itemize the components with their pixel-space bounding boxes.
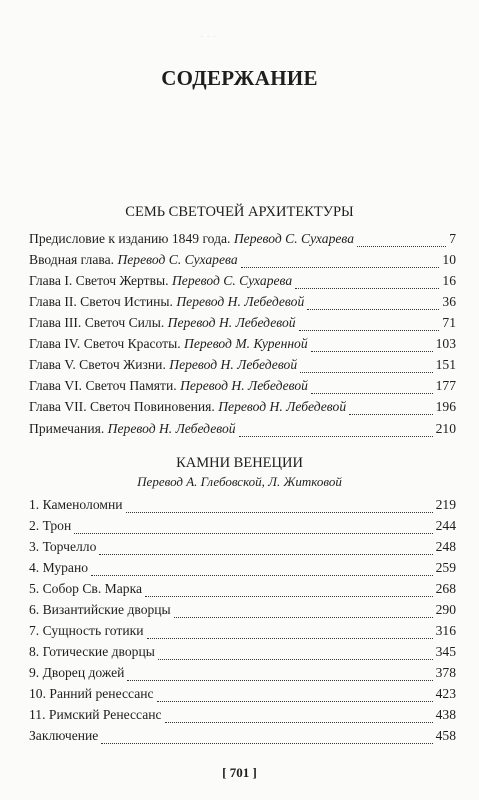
leader-dots bbox=[239, 435, 433, 437]
toc-entry: 11. Римский Ренессанс 438 bbox=[29, 707, 456, 722]
page-number: 458 bbox=[435, 728, 456, 743]
toc-notes bbox=[29, 421, 456, 442]
page-number: 177 bbox=[435, 378, 456, 393]
leader-dots bbox=[357, 245, 446, 247]
page-number: 259 bbox=[435, 560, 456, 575]
page-number: 196 bbox=[435, 399, 456, 414]
toc-entry: 6. Византийские дворцы 290 bbox=[29, 602, 456, 617]
leader-dots bbox=[126, 511, 433, 513]
page-title: СОДЕРЖАНИЕ bbox=[161, 66, 318, 90]
page-number: 244 bbox=[435, 518, 456, 533]
toc-entry: Вводная глава. Перевод С. Сухарева 10 bbox=[29, 252, 456, 267]
page-number: 71 bbox=[442, 315, 456, 330]
toc-entry: 9. Дворец дожей 378 bbox=[29, 665, 456, 680]
leader-dots bbox=[174, 616, 433, 618]
page-number: 7 bbox=[449, 231, 456, 246]
leader-dots bbox=[101, 742, 432, 744]
leader-dots bbox=[307, 308, 439, 310]
leader-dots bbox=[147, 637, 433, 639]
leader-dots bbox=[300, 371, 432, 373]
toc-entry: Глава II. Светоч Истины. Перевод Н. Лебедевой 36 bbox=[29, 294, 456, 309]
page-number: 248 bbox=[435, 539, 456, 554]
toc-entry: Глава VII. Светоч Повиновения. Перевод Н. Лебедевой 196 bbox=[29, 399, 456, 414]
leader-dots bbox=[99, 553, 432, 555]
leader-dots bbox=[295, 287, 439, 289]
page-number: 345 bbox=[435, 644, 456, 659]
page-number: 316 bbox=[435, 623, 456, 638]
page-number: 268 bbox=[435, 581, 456, 596]
leader-dots bbox=[127, 679, 432, 681]
toc-entry: 5. Собор Св. Марка 268 bbox=[29, 581, 456, 596]
page-number: 219 bbox=[435, 497, 456, 512]
leader-dots bbox=[165, 721, 433, 723]
leader-dots bbox=[349, 413, 432, 415]
toc-entry: Заключение 458 bbox=[29, 728, 456, 743]
section-title-seven-lamps: СЕМЬ СВЕТОЧЕЙ АРХИТЕКТУРЫ bbox=[125, 204, 354, 220]
toc-entry: 3. Торчелло 248 bbox=[29, 539, 456, 554]
bleed-through-mark: · · · bbox=[200, 31, 217, 43]
page-number: 151 bbox=[435, 357, 456, 372]
toc-entry: Глава III. Светоч Силы. Перевод Н. Лебедевой 71 bbox=[29, 315, 456, 330]
section-title-stones-of-venice: КАМНИ ВЕНЕЦИИ bbox=[176, 455, 303, 471]
toc-stones-of-venice bbox=[29, 497, 456, 749]
leader-dots bbox=[91, 574, 433, 576]
leader-dots bbox=[157, 700, 433, 702]
page-number: 16 bbox=[442, 273, 456, 288]
toc-entry: 2. Трон 244 bbox=[29, 518, 456, 533]
toc-entry: Глава VI. Светоч Памяти. Перевод Н. Лебедевой 177 bbox=[29, 378, 456, 393]
page-number: 378 bbox=[435, 665, 456, 680]
toc-seven-lamps bbox=[29, 231, 456, 420]
toc-entry: Предисловие к изданию 1849 года. Перевод С. Сухарева 7 bbox=[29, 231, 456, 246]
toc-entry: 1. Каменоломни 219 bbox=[29, 497, 456, 512]
toc-entry: Глава V. Светоч Жизни. Перевод Н. Лебедевой 151 bbox=[29, 357, 456, 372]
toc-entry: 4. Мурано 259 bbox=[29, 560, 456, 575]
toc-entry: Глава I. Светоч Жертвы. Перевод С. Сухарева 16 bbox=[29, 273, 456, 288]
section-subtitle-translators: Перевод А. Глебовской, Л. Житковой bbox=[137, 474, 342, 489]
leader-dots bbox=[74, 532, 432, 534]
page-folio: [ 701 ] bbox=[222, 765, 257, 780]
toc-entry: 10. Ранний ренессанс 423 bbox=[29, 686, 456, 701]
toc-entry-notes: Примечания. Перевод Н. Лебедевой 210 bbox=[29, 421, 456, 436]
page-number: 103 bbox=[435, 336, 456, 351]
page-number: 438 bbox=[435, 707, 456, 722]
leader-dots bbox=[299, 329, 440, 331]
leader-dots bbox=[241, 266, 440, 268]
toc-entry: 7. Сущность готики 316 bbox=[29, 623, 456, 638]
page-number: 290 bbox=[435, 602, 456, 617]
leader-dots bbox=[158, 658, 433, 660]
leader-dots bbox=[145, 595, 433, 597]
page-number: 36 bbox=[442, 294, 456, 309]
toc-entry: Глава IV. Светоч Красоты. Перевод М. Куренной 103 bbox=[29, 336, 456, 351]
page-number: 10 bbox=[442, 252, 456, 267]
leader-dots bbox=[311, 392, 433, 394]
page-number: 423 bbox=[435, 686, 456, 701]
page-number: 210 bbox=[435, 421, 456, 436]
leader-dots bbox=[311, 350, 433, 352]
toc-entry: 8. Готические дворцы 345 bbox=[29, 644, 456, 659]
